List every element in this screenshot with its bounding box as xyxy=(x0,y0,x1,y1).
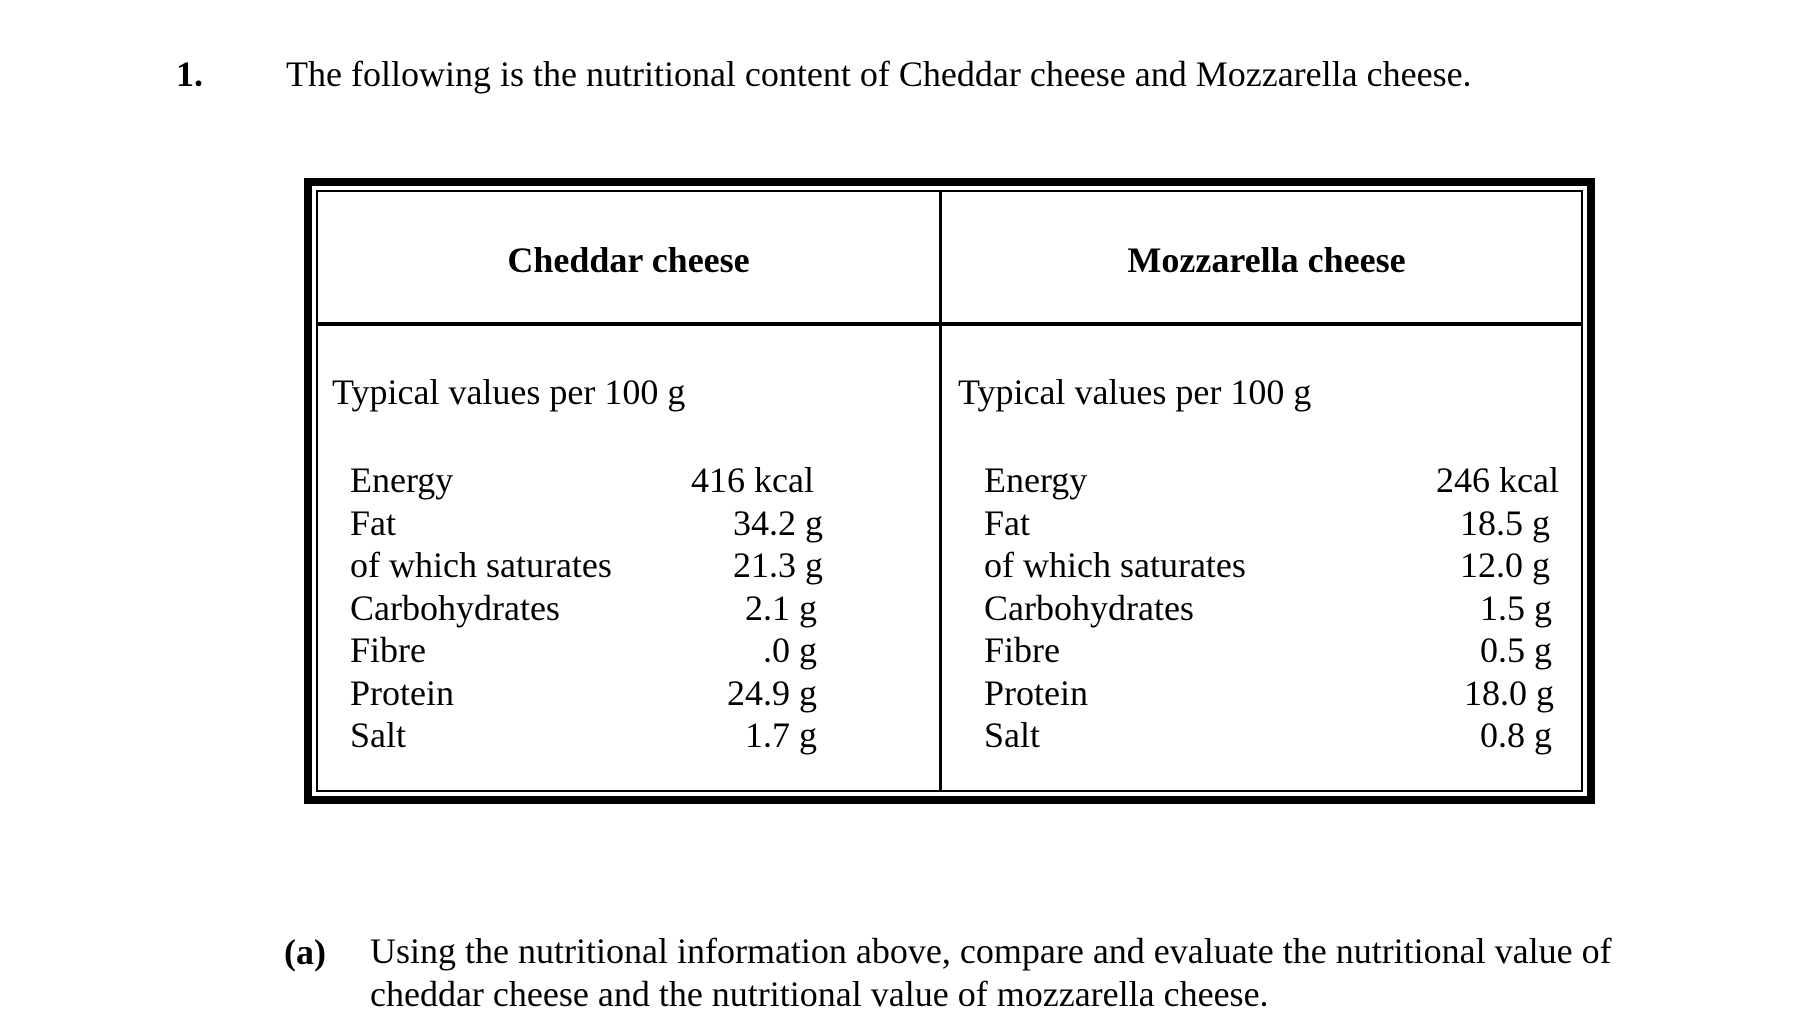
nutrient-row xyxy=(984,714,1559,757)
nutrient-row xyxy=(984,544,1559,587)
nutrient-row xyxy=(984,672,1559,715)
cheddar-nutrient-list xyxy=(350,459,823,757)
nutrient-name: Fat xyxy=(984,502,1031,543)
header-divider xyxy=(318,322,1581,326)
cheddar-per-label: Typical values per 100 g xyxy=(332,372,686,412)
nutrient-row xyxy=(350,672,817,715)
nutrient-name: Energy xyxy=(350,460,454,500)
nutrient-row xyxy=(984,587,1559,630)
question-stem: The following is the nutritional content of Cheddar cheese and Mozzarella cheese. xyxy=(286,54,1472,94)
nutrient-name: Salt xyxy=(984,715,1041,755)
nutrient-name: Protein xyxy=(350,672,454,713)
nutrient-value: 416 kcal xyxy=(691,460,814,500)
nutrient-name: of which saturates xyxy=(350,545,612,585)
nutrient-name: Fibre xyxy=(350,630,426,670)
nutrient-row xyxy=(984,459,1559,502)
nutrition-table xyxy=(304,178,1595,804)
nutrient-name: Fat xyxy=(350,502,397,543)
nutrient-row xyxy=(350,544,823,587)
nutrient-value: 18.0 g xyxy=(1464,672,1554,713)
cheddar-heading: Cheddar cheese xyxy=(507,240,750,280)
nutrient-value: 246 kcal xyxy=(1436,460,1559,500)
nutrient-row xyxy=(984,502,1559,545)
mozzarella-nutrient-list xyxy=(984,459,1559,757)
nutrient-name: Carbohydrates xyxy=(984,587,1194,628)
nutrient-row xyxy=(350,629,817,672)
nutrition-table-inner xyxy=(316,190,1583,792)
nutrient-row xyxy=(984,629,1559,672)
nutrient-value: 1.5 g xyxy=(1480,587,1552,628)
nutrient-value: 12.0 g xyxy=(1460,545,1550,585)
part-a-label: (a) xyxy=(284,932,326,972)
nutrient-value: 0.5 g xyxy=(1480,630,1552,670)
question-number: 1. xyxy=(176,54,203,94)
nutrient-value: 24.9 g xyxy=(727,672,817,713)
nutrient-name: of which saturates xyxy=(984,545,1246,585)
nutrient-name: Energy xyxy=(984,460,1088,500)
nutrient-row xyxy=(350,459,814,502)
nutrient-row xyxy=(350,587,817,630)
nutrient-value: .0 g xyxy=(763,630,817,670)
nutrient-value: 18.5 g xyxy=(1460,502,1550,543)
mozzarella-per-label: Typical values per 100 g xyxy=(958,372,1312,412)
nutrient-row xyxy=(350,714,817,757)
nutrient-value: 21.3 g xyxy=(733,545,823,585)
nutrient-name: Fibre xyxy=(984,630,1060,670)
nutrient-name: Carbohydrates xyxy=(350,587,560,628)
nutrient-value: 1.7 g xyxy=(745,715,817,755)
part-a-text: Using the nutritional information above, compare and evaluate the nutritional value of cheddar cheese and the nutritional value of mozzarella cheese. xyxy=(370,931,1612,1014)
nutrient-value: 34.2 g xyxy=(733,502,823,543)
nutrient-name: Protein xyxy=(984,672,1088,713)
mozzarella-heading: Mozzarella cheese xyxy=(1127,240,1406,280)
nutrient-value: 0.8 g xyxy=(1480,715,1552,755)
nutrient-name: Salt xyxy=(350,715,407,755)
nutrient-row xyxy=(350,502,823,545)
nutrient-value: 2.1 g xyxy=(745,587,817,628)
